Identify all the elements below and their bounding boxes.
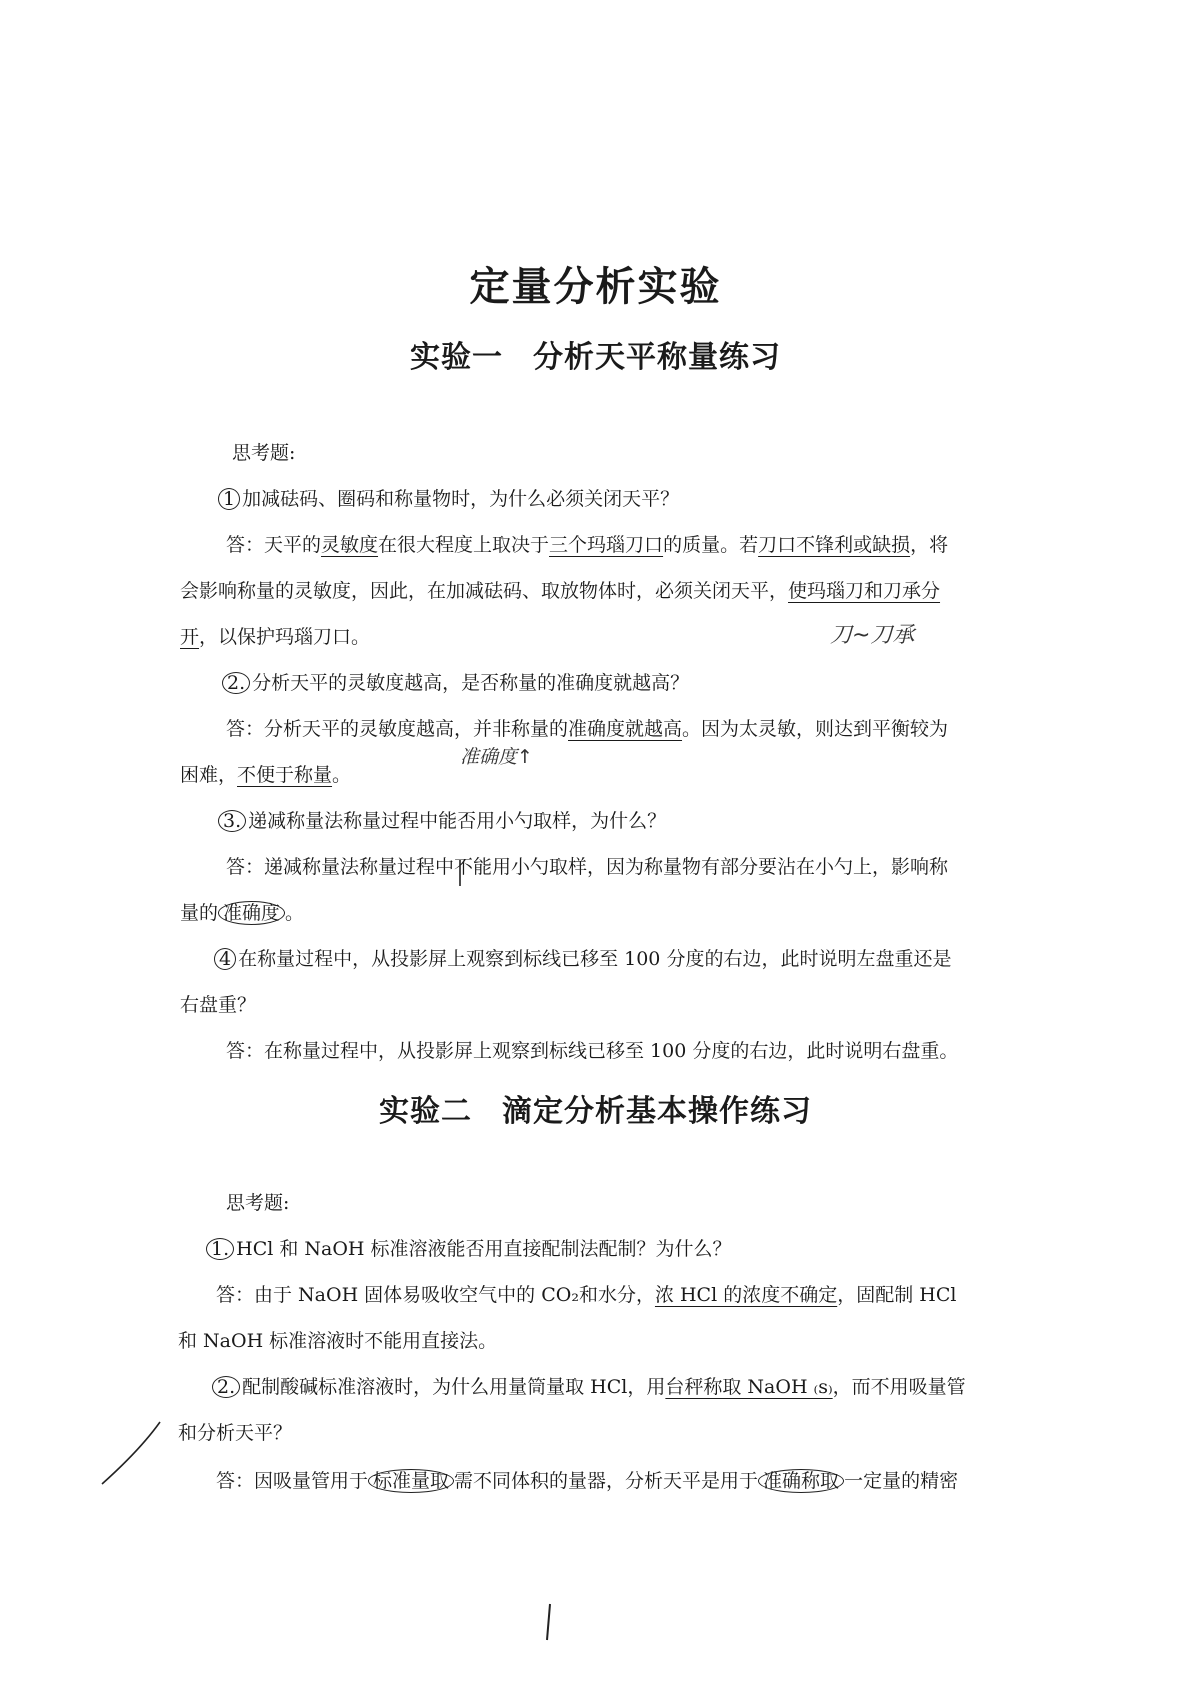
document-title: 定量分析实验 [469,263,722,310]
experiment-2-name: 滴定分析基本操作练习 [502,1094,812,1129]
exp1-q3-number: 3. [218,810,246,832]
underlined-text: 三个玛瑙刀口 [549,534,664,556]
experiment-2-title [0,1086,1191,1130]
exp1-questions-label: 思考题: [232,442,296,464]
experiment-1-number: 实验一 [410,340,503,375]
exp1-q2-question [222,668,689,695]
text-span: 答：由于 NaOH 固体易吸收空气中的 CO₂和水分， [216,1284,655,1306]
text-span: 。 [285,902,305,924]
exp1-q4-question-line-1 [214,944,951,971]
experiment-1-title [0,332,1191,376]
underlined-text: 台秤称取 NaOH ₍s₎ [665,1376,833,1398]
handwritten-note-accuracy: 准确度↑ [460,746,533,768]
circled-text: 标准量取 [368,1469,454,1493]
exp1-q1-answer-line-2 [180,576,940,603]
exp1-q3-answer-line-1: 答：递减称量法称量过程中不能用小勺取样，因为称量物有部分要沾在小勺上，影响称 [226,856,949,878]
text-span: ，而不用吸量管 [832,1376,966,1398]
exp1-q2-text: 分析天平的灵敏度越高，是否称量的准确度就越高？ [252,672,690,694]
exp1-q1-question [218,484,679,511]
exp2-q2-answer-line-1 [216,1466,958,1493]
exp1-q1-text: 加减砝码、圈码和称量物时，为什么必须关闭天平？ [242,488,680,510]
exp1-q3-answer-line-2 [180,898,304,925]
exp1-q2-answer-line-2 [180,760,351,787]
text-span: 一定量的精密 [844,1470,959,1492]
exp1-q2-number: 2. [222,672,250,694]
circled-text: 准确度 [218,901,285,925]
underlined-text: 不便于称量 [237,764,333,786]
underlined-text: 使玛瑙刀和刀承分 [788,580,941,602]
experiment-2-number: 实验二 [379,1094,472,1129]
exp2-q1-number: 1. [206,1238,234,1260]
exp1-q1-number: 1 [218,488,240,510]
underlined-text: 灵敏度 [321,534,379,556]
text-span: 在很大程度上取决于 [378,534,550,556]
circled-text: 准确称取 [758,1469,844,1493]
text-span: 答：天平的 [226,534,322,556]
exp2-q2-number: 2. [212,1376,240,1398]
experiment-1-name: 分析天平称量练习 [533,340,781,375]
handwritten-note-knife: 刀~刀承 [830,623,915,648]
pen-stroke-mark-bottom [540,1600,560,1650]
text-span: 需不同体积的量器，分析天平是用于 [454,1470,759,1492]
underlined-text: 浓 HCl 的浓度不确定 [654,1284,838,1306]
exp2-questions-label: 思考题: [226,1192,290,1214]
exp2-q1-text: HCl 和 NaOH 标准溶液能否用直接配制法配制？为什么？ [236,1238,732,1260]
text-span: 答：因吸量管用于 [216,1470,369,1492]
text-span: 困难， [180,764,238,786]
exp1-q4-text: 在称量过程中，从投影屏上观察到标线已移至 100 分度的右边，此时说明左盘重还是 [238,948,952,970]
pen-tick-mark [455,858,465,888]
exp1-q1-answer-line-1 [226,530,948,557]
text-span: 会影响称量的灵敏度，因此，在加减砝码、取放物体时，必须关闭天平， [180,580,789,602]
text-span: ，固配制 HCl [837,1284,957,1306]
text-span: 。因为太灵敏，则达到平衡较为 [682,718,949,740]
exp2-q1-question [206,1234,732,1261]
text-span: 配制酸碱标准溶液时，为什么用量筒量取 HCl，用 [242,1376,666,1398]
exp1-q2-answer-line-1 [226,714,948,741]
exp2-q1-answer-line-2: 和 NaOH 标准溶液时不能用直接法。 [178,1330,498,1352]
text-span: 。 [332,764,352,786]
text-span: 的质量。若 [663,534,759,556]
text-span: 量的 [180,902,219,924]
exp1-q1-answer-line-3 [180,622,370,649]
text-span: 答：分析天平的灵敏度越高，并非称量的 [226,718,569,740]
exp2-q2-question-line-2: 和分析天平？ [178,1422,293,1444]
exp1-q3-text: 递减称量法称量过程中能否用小勺取样，为什么？ [248,810,667,832]
underlined-text: 准确度就越高 [568,718,683,740]
exp2-q1-answer-line-1 [216,1280,956,1307]
exp1-q4-number: 4 [214,948,236,970]
exp1-q4-question-line-2: 右盘重？ [180,994,257,1016]
exp1-q3-question [218,806,666,833]
underlined-text: 刀口不锋利或缺损 [758,534,911,556]
pen-stroke-mark [90,1410,170,1500]
underlined-text: 开 [180,626,200,648]
text-span: ，以保护玛瑙刀口。 [199,626,371,648]
text-span: ，将 [910,534,949,556]
exp1-q4-answer: 答：在称量过程中，从投影屏上观察到标线已移至 100 分度的右边，此时说明右盘重。 [226,1040,959,1062]
exp2-q2-question-line-1 [212,1372,966,1399]
